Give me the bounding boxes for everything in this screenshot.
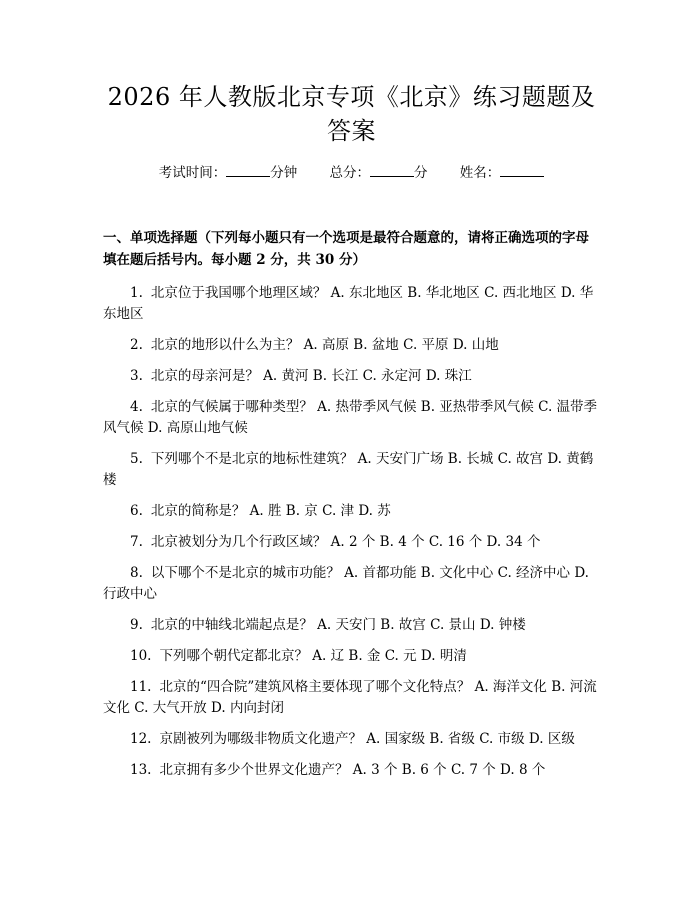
- question-item: [103, 449, 600, 491]
- question-text: 北京位于我国哪个地理区域？ A. 东北地区 B. 华北地区 C. 西北地区 D. 华东地区: [103, 285, 594, 322]
- exam-info-line: [103, 162, 600, 183]
- question-text: 北京的气候属于哪种类型？ A. 热带季风气候 B. 亚热带季风气候 C. 温带季风气候 D. 高原山地气候: [103, 399, 598, 436]
- title-line-1: 2026 年人教版北京专项《北京》练习题题及: [107, 83, 596, 111]
- question-item: [103, 615, 600, 636]
- question-text: 北京的母亲河是？ A. 黄河 B. 长江 C. 永定河 D. 珠江: [150, 368, 472, 384]
- question-text: 北京的中轴线北端起点是？ A. 天安门 B. 故宫 C. 景山 D. 钟楼: [150, 617, 526, 633]
- question-text: 以下哪个不是北京的城市功能？ A. 首都功能 B. 文化中心 C. 经济中心 D. 行政中心: [103, 565, 589, 602]
- question-item: [103, 532, 600, 553]
- question-number: 8.: [130, 565, 143, 581]
- question-text: 北京的地形以什么为主？ A. 高原 B. 盆地 C. 平原 D. 山地: [150, 337, 499, 353]
- question-text: 北京拥有多少个世界文化遗产？ A. 3 个 B. 6 个 C. 7 个 D. 8 个: [159, 762, 546, 778]
- question-number: 12.: [130, 731, 152, 747]
- total-score-blank[interactable]: [370, 162, 414, 177]
- exam-time-unit: 分钟: [270, 165, 298, 181]
- title-line-2: 答案: [327, 117, 376, 145]
- exam-time-blank[interactable]: [226, 162, 270, 177]
- question-number: 13.: [130, 762, 152, 778]
- question-number: 4.: [130, 399, 143, 415]
- question-number: 7.: [130, 534, 143, 550]
- question-number: 11.: [130, 679, 152, 695]
- question-item: [103, 646, 600, 667]
- question-number: 1.: [130, 285, 143, 301]
- question-text: 北京的简称是？ A. 胜 B. 京 C. 津 D. 苏: [150, 503, 391, 519]
- question-list: [103, 283, 600, 781]
- question-text: 京剧被列为哪级非物质文化遗产？ A. 国家级 B. 省级 C. 市级 D. 区级: [159, 731, 575, 747]
- question-item: [103, 397, 600, 439]
- student-name-field: [460, 162, 545, 183]
- question-item: [103, 729, 600, 750]
- question-number: 9.: [130, 617, 143, 633]
- question-item: [103, 335, 600, 356]
- student-name-label: 姓名：: [459, 165, 501, 181]
- question-text: 北京的“四合院”建筑风格主要体现了哪个文化特点？ A. 海洋文化 B. 河流文化 C. 大气开放 D. 内向封闭: [103, 679, 597, 716]
- total-score-unit: 分: [414, 165, 428, 181]
- question-item: [103, 366, 600, 387]
- question-item: [103, 563, 600, 605]
- question-number: 3.: [130, 368, 143, 384]
- question-text: 北京被划分为几个行政区域？ A. 2 个 B. 4 个 C. 16 个 D. 34 个: [150, 534, 541, 550]
- question-number: 2.: [130, 337, 143, 353]
- exam-time-label: 考试时间：: [158, 165, 227, 181]
- section-heading: 一、单项选择题（下列每小题只有一个选项是最符合题意的，请将正确选项的字母填在题后括号内。每小题 2 分，共 30 分）: [103, 230, 589, 268]
- exam-time-field: [159, 162, 298, 183]
- question-item: [103, 760, 600, 781]
- question-number: 10.: [130, 648, 152, 664]
- question-item: [103, 501, 600, 522]
- student-name-blank[interactable]: [500, 162, 544, 177]
- document-title: [103, 0, 600, 148]
- question-text: 下列哪个朝代定都北京？ A. 辽 B. 金 C. 元 D. 明清: [159, 648, 467, 664]
- total-score-field: [330, 162, 428, 183]
- question-number: 5.: [130, 451, 143, 467]
- question-text: 下列哪个不是北京的地标性建筑？ A. 天安门广场 B. 长城 C. 故宫 D. 黄鹤楼: [103, 451, 594, 488]
- total-score-label: 总分：: [329, 165, 370, 181]
- question-number: 6.: [130, 503, 143, 519]
- question-item: [103, 677, 600, 719]
- question-item: [103, 283, 600, 325]
